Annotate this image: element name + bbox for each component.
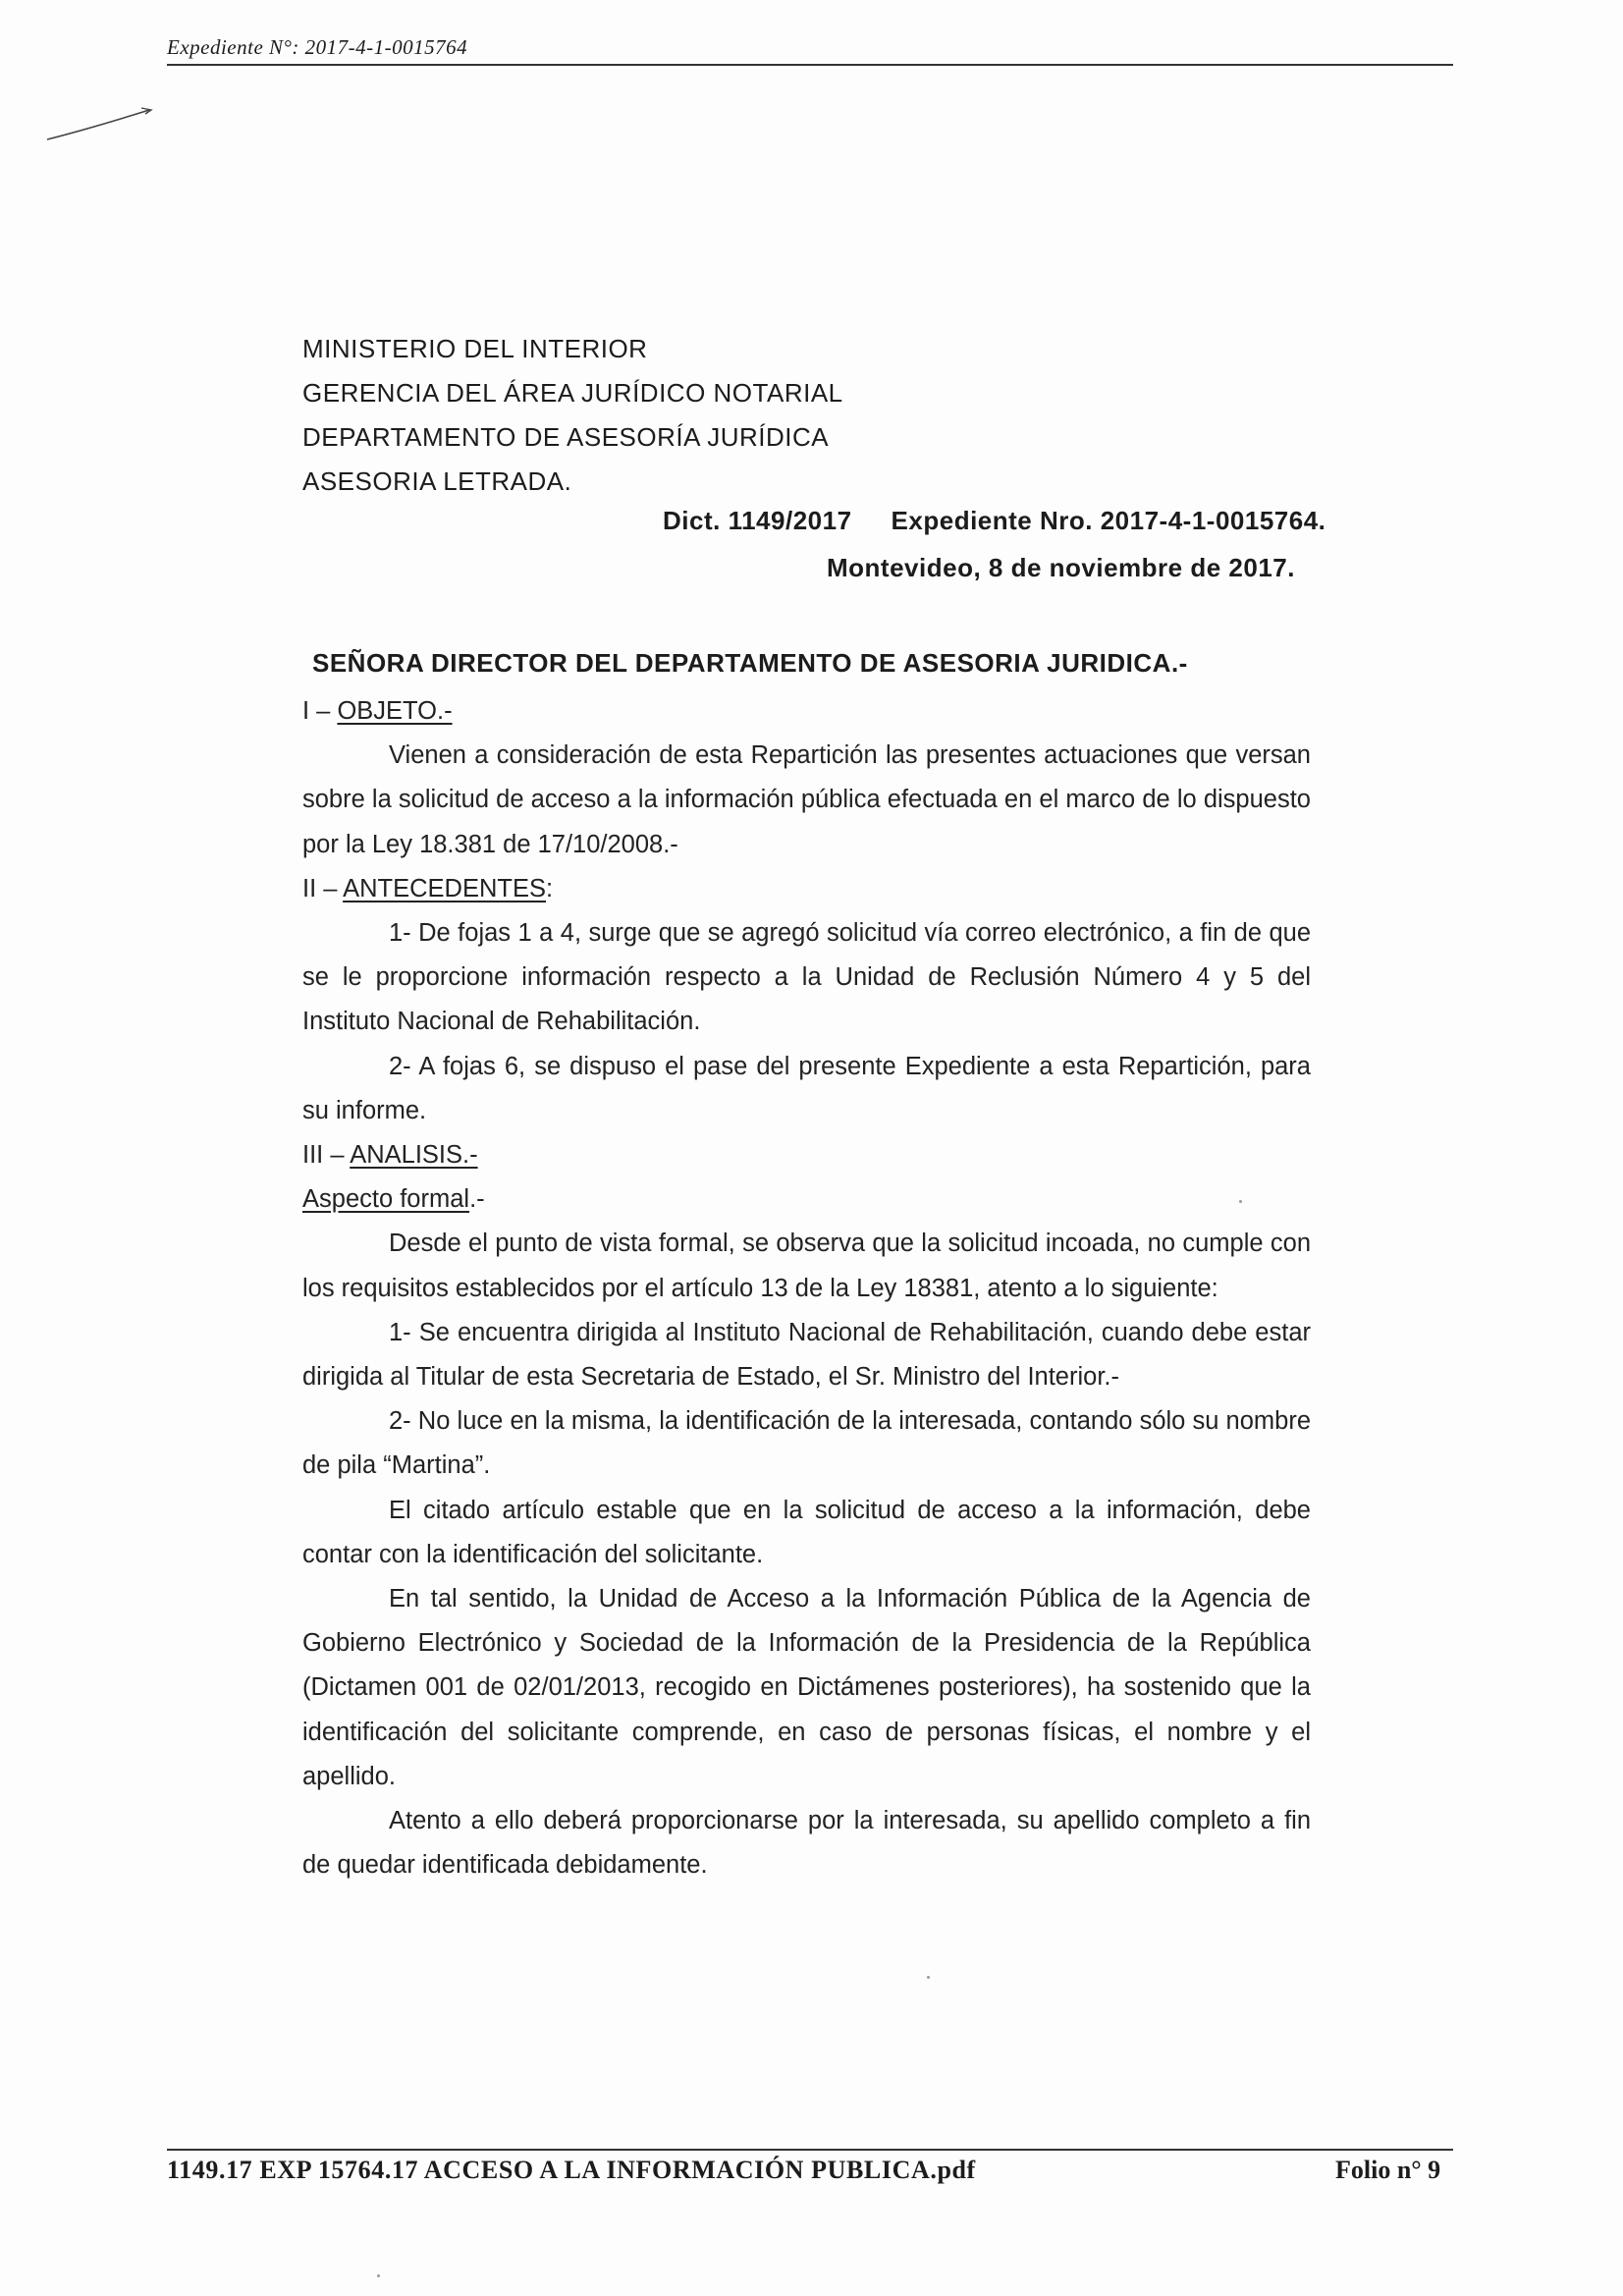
footer-filename: 1149.17 EXP 15764.17 ACCESO A LA INFORMACIÓN PUBLICA.pdf xyxy=(167,2156,976,2184)
org-departamento: DEPARTAMENTO DE ASESORÍA JURÍDICA xyxy=(302,422,830,452)
salutation: SEÑORA DIRECTOR DEL DEPARTAMENTO DE ASESORIA JURIDICA.- xyxy=(312,648,1188,678)
subheading-aspecto-formal: Aspecto formal.- xyxy=(302,1185,485,1214)
dictamen-number: Dict. 1149/2017 xyxy=(663,506,852,535)
reference-line xyxy=(663,506,1325,536)
footer-folio: Folio n° 9 xyxy=(1335,2156,1441,2184)
paragraph: 2- A fojas 6, se dispuso el pase del presente Expediente a esta Repartición, para su informe. xyxy=(302,1052,1311,1124)
pen-stroke-mark xyxy=(39,98,157,147)
section-heading-antecedentes: II – ANTECEDENTES: xyxy=(302,874,554,902)
paragraph: 2- No luce en la misma, la identificación de la interesada, contando sólo su nombre de pila “Martina”. xyxy=(302,1407,1311,1480)
paragraph: En tal sentido, la Unidad de Acceso a la Información Pública de la Agencia de Gobierno Electrónico y Sociedad de la Información de la Presidencia de la República (Dictamen 001 de 02/01/2013, recogido en Dictámenes posteriores), ha sostenido que la identificación del solicitante comprende, en caso de personas físicas, el nombre y el apellido. xyxy=(302,1585,1311,1790)
organization-block xyxy=(302,327,843,504)
paragraph: Atento a ello deberá proporcionarse por la interesada, su apellido completo a fin de quedar identificada debidamente. xyxy=(302,1807,1311,1880)
footer-divider xyxy=(167,2149,1453,2151)
section-heading-analisis: III – ANALISIS.- xyxy=(302,1141,478,1170)
scan-speck xyxy=(927,1976,930,1979)
section-heading-objeto: I – OBJETO.- xyxy=(302,697,453,725)
expediente-header: Expediente N°: 2017-4-1-0015764 xyxy=(167,35,1453,66)
paragraph: Vienen a consideración de esta Repartición las presentes actuaciones que versan sobre la solicitud de acceso a la información pública efectuada en el marco de lo dispuesto por la Ley 18.381 de 17/10/2008.- xyxy=(302,741,1311,858)
paragraph: Desde el punto de vista formal, se observa que la solicitud incoada, no cumple con los requisitos establecidos por el artículo 13 de la Ley 18381, atento a lo siguiente: xyxy=(302,1230,1311,1302)
expediente-number: Expediente Nro. 2017-4-1-0015764. xyxy=(891,506,1326,535)
org-gerencia: GERENCIA DEL ÁREA JURÍDICO NOTARIAL xyxy=(302,378,843,408)
document-body xyxy=(302,689,1311,1887)
scan-speck xyxy=(377,2274,380,2277)
scan-speck xyxy=(1239,1200,1242,1203)
paragraph: 1- Se encuentra dirigida al Instituto Nacional de Rehabilitación, cuando debe estar dirigida al Titular de esta Secretaria de Estado, el Sr. Ministro del Interior.- xyxy=(302,1318,1311,1392)
org-ministry: MINISTERIO DEL INTERIOR xyxy=(302,334,648,363)
paragraph: 1- De fojas 1 a 4, surge que se agregó solicitud vía correo electrónico, a fin de que se le proporcione información respecto a la Unidad de Reclusión Número 4 y 5 del Instituto Nacional de Rehabilitación. xyxy=(302,919,1311,1036)
paragraph: El citado artículo estable que en la solicitud de acceso a la información, debe contar con la identificación del solicitante. xyxy=(302,1496,1311,1568)
document-date: Montevideo, 8 de noviembre de 2017. xyxy=(827,553,1295,582)
org-asesoria: ASESORIA LETRADA. xyxy=(302,466,572,496)
